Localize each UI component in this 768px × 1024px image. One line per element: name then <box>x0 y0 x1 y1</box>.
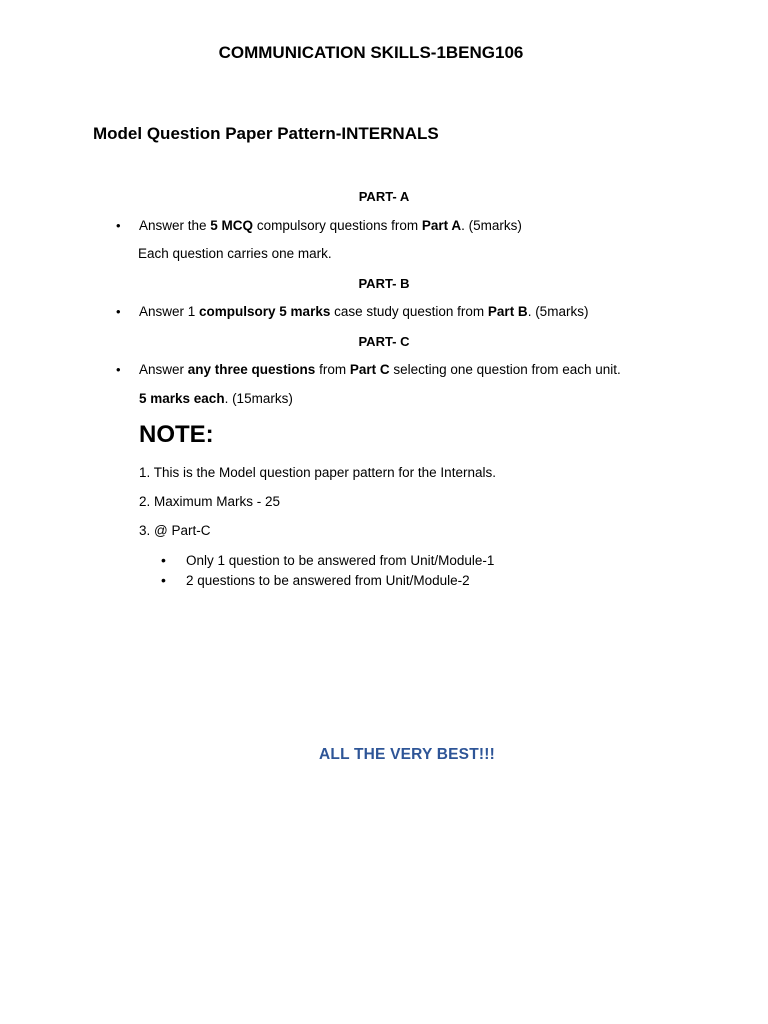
part-c-bold-2: Part C <box>349 362 390 377</box>
part-b-heading: PART- B <box>358 276 410 291</box>
part-c-bold-1: any three questions <box>187 362 316 377</box>
document-title: COMMUNICATION SKILLS-1BENG106 <box>218 43 524 62</box>
part-c-bullet-icon: • <box>116 362 121 377</box>
part-a-note: Each question carries one mark. <box>138 246 332 261</box>
sub-bullet-icon: • <box>161 552 166 568</box>
part-c-marks-line <box>139 392 293 406</box>
part-b-bold-2: Part B <box>487 304 528 319</box>
note-item-2: 2. Maximum Marks - 25 <box>139 494 281 509</box>
part-c-marks-bold: 5 marks each <box>139 391 225 406</box>
part-a-text-3: . (5marks) <box>461 218 522 233</box>
part-c-text-1: Answer <box>139 362 188 377</box>
part-c-heading: PART- C <box>358 334 410 349</box>
part-a-bold-1: 5 MCQ <box>210 218 254 233</box>
part-c-text-2: from <box>315 362 350 377</box>
document-subtitle: Model Question Paper Pattern-INTERNALS <box>93 124 439 143</box>
note-item-1: 1. This is the Model question paper pattern for the Internals. <box>139 465 496 480</box>
sub-bullet-icon: • <box>161 572 166 588</box>
note-heading: NOTE: <box>139 421 214 448</box>
part-a-text-1: Answer the <box>139 218 211 233</box>
part-c-marks-text: . (15marks) <box>224 391 293 406</box>
part-a-text-2: compulsory questions from <box>253 218 422 233</box>
part-b-instruction <box>139 305 588 319</box>
note-sub-item-2: 2 questions to be answered from Unit/Module-2 <box>186 573 470 588</box>
part-a-heading: PART- A <box>358 189 410 204</box>
part-b-text-1: Answer 1 <box>139 304 200 319</box>
part-b-text-3: . (5marks) <box>527 304 589 319</box>
part-a-instruction <box>139 219 522 233</box>
closing-message: ALL THE VERY BEST!!! <box>319 746 495 763</box>
part-b-text-2: case study question from <box>330 304 488 319</box>
part-c-text-3: selecting one question from each unit. <box>389 362 621 377</box>
part-b-bold-1: compulsory 5 marks <box>199 304 331 319</box>
part-a-bullet-icon: • <box>116 218 121 233</box>
note-sub-item-1: Only 1 question to be answered from Unit/Module-1 <box>186 553 495 568</box>
part-c-instruction <box>139 363 621 377</box>
part-a-bold-2: Part A <box>421 218 462 233</box>
part-b-bullet-icon: • <box>116 304 121 319</box>
note-item-3: 3. @ Part-C <box>139 523 211 538</box>
